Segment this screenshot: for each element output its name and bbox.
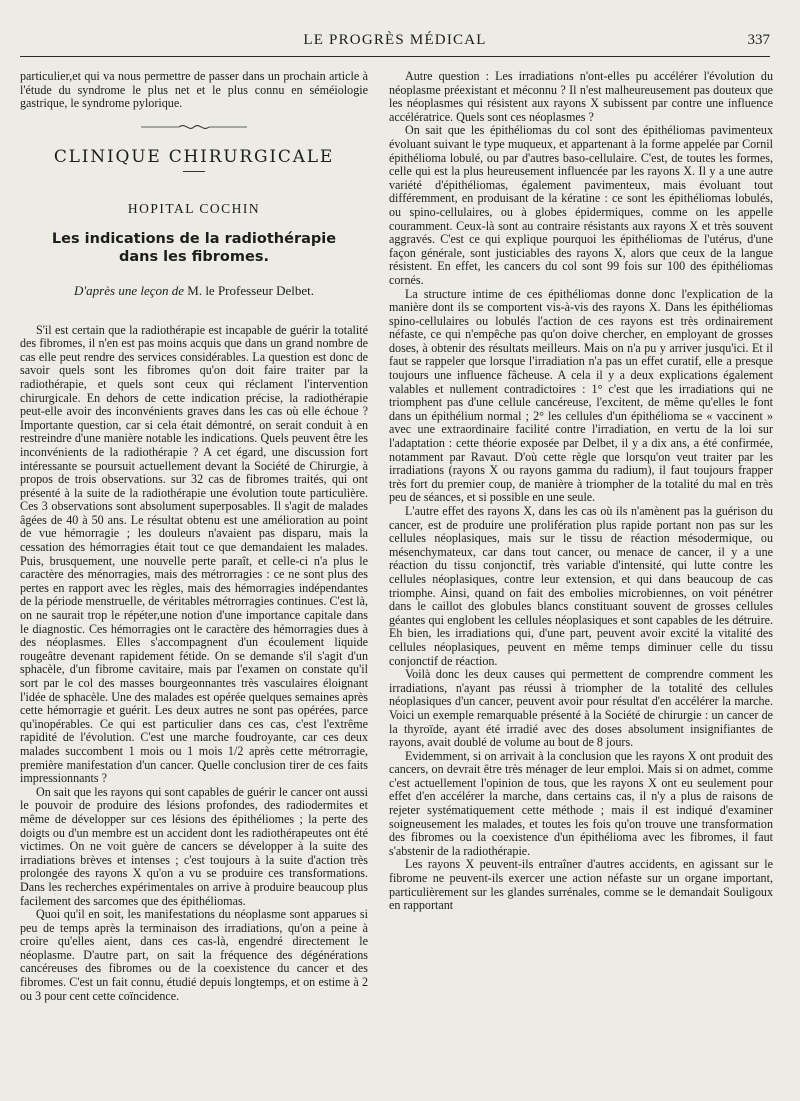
left-column: [20, 70, 368, 1091]
article-title-line-1: Les indications de la radiothérapie: [51, 230, 337, 247]
body-paragraph: On sait que les épithéliomas du col sont des épithéliomas pavimenteux évoluant suivant le type muqueux, et appartenant à la forme appelée par Cornil épithélioma lobulé, ou par d'autres baso-cellulaire. C'est, de toutes les formes, celle qui est la plus heureusement influencée par les rayons X. Il y a une autre variété d'épithéliomas, également pavimenteux, mais évoluant tout différemment, en produisant de la kératine : ce sont les épithéliomas lobulés, ou spino-cellulaires, ou à globes épidermiques, comme on les appelle couramment. Ceux-là sont au contraire résistants aux rayons X et très souvent aggravés. C'est ce qui explique pourquoi les épithéliomas de l'utérus, d'une façon générale, sont justiciables des rayons X, alors que ceux de la langue résistent. En effet, les cancers du col sont 99 fois sur 100 des épithéliomas cornés.: [389, 123, 773, 287]
article-title-line-2: dans les fibromes.: [119, 248, 269, 265]
body-paragraph: Autre question : Les irradiations n'ont-elles pu accélérer l'évolution du néoplasme préexistant et méconnu ? Il n'est malheureusement pas douteux que les néoplasmes qui résistent aux rayons X subissent par contre une influence accélératrice. Quels sont ces néoplasmes ?: [389, 70, 773, 124]
byline: [20, 284, 368, 298]
right-column: [389, 70, 773, 1091]
article-title: [20, 230, 368, 266]
title-rule: [183, 171, 205, 172]
journal-title: LE PROGRÈS MÉDICAL: [303, 32, 487, 48]
ornament-divider-icon: [139, 121, 249, 133]
byline-lecture: D'après une leçon de: [74, 282, 185, 298]
section-title: CLINIQUE CHIRURGICALE: [53, 146, 335, 167]
intro-paragraph: particulier,et qui va nous permettre de passer dans un prochain article à l'étude du syndrome le plus net et le plus connu en séméiologie gastrique, le syndrome pylorique.: [20, 70, 368, 111]
body-paragraph: Quoi qu'il en soit, les manifestations du néoplasme sont apparues si peu de temps après la terminaison des irradiations, qu'on a peine à croire qu'elles aient, dans ces cas-là, engendré directement le néoplasme. D'autre part, on sait la fréquence des dégénérations cancéreuses des fibromes ou de la coexistence du cancer et des fibromes. C'est un fait connu, étudié depuis longtemps, et on estime à 2 ou 3 pour cent cette coïncidence.: [20, 907, 368, 1003]
hospital-name: HOPITAL COCHIN: [127, 201, 261, 217]
body-paragraph: Voilà donc les deux causes qui permettent de comprendre comment les irradiations, n'ayant pas réussi à triompher de la totalité des cellules néoplasiques d'un cancer, peuvent avoir pour résultat d'en accélérer la marche. Voici un exemple remarquable présenté à la Société de chirurgie : un cancer de la thyroïde, ayant été irradié avec des doses absolument insignifiantes de rayons, avait doublé de volume au bout de 8 jours.: [389, 667, 773, 750]
page-number: 337: [747, 32, 770, 48]
body-paragraph: La structure intime de ces épithéliomas donne donc l'explication de la manière dont ils se comportent vis-à-vis des rayons X. Dans les épithéliomas spino-cellulaires ou lobulés l'action de ces rayons est très ordinairement néfaste, ce qui n'empêche pas qu'on doive chercher, en employant de grosses doses, à obtenir des résultats meilleurs. Mais on n'a pu y arriver jusqu'ici. Et il faut se rappeler que lorsque l'irradiation n'a pas un effet curatif, elle a presque toujours une influence fâcheuse. A cela il y a deux explications également valables et nullement contradictoires : 1° c'est que les irradiations qui ne triomphent pas d'une cellule cancéreuse, l'excitent, de même qu'elles le font dans un épithélium normal ; 2° les cellules d'un épithélioma se « vaccinent » avec une extraordinaire facilité contre l'irradiation, en vertu de la loi sur l'adaptation : cette théorie exposée par Delbet, il y a dix ans, a été confirmée, notamment par Ravaut. D'où cette règle que lorsqu'on veut traiter par les irradiations (rayons X ou rayons gamma du radium), il faut toujours frapper très fort du premier coup, de manière à triompher de la totalité du mal en très peu de séances, et si possible en une seule.: [389, 286, 773, 505]
body-paragraph: Les rayons X peuvent-ils entraîner d'autres accidents, en agissant sur le fibrome ne peuvent-ils exercer une action néfaste sur un organe important, particulièrement sur les glandes surrénales, comme se le demandait Souligoux en rapportant: [389, 857, 773, 913]
byline-author: M. le Professeur Delbet.: [187, 282, 314, 298]
body-paragraph: On sait que les rayons qui sont capables de guérir le cancer ont aussi le pouvoir de produire des lésions profondes, des radiodermites et même de développer sur ces lésions des épithéliomes ; la perte des doigts ou d'un membre est un accident dont les radiothérapeutes ont été victimes. On ne voit guère de cancers se développer à la suite des irradiations brèves et intenses ; c'est toujours à la suite d'action très prolongée des rayons X qu'on a vu se produire ces transformations. Dans les recherches expérimentales on arrive à produire beaucoup plus facilement des sarcomes que des épithéliomas.: [20, 784, 368, 908]
body-paragraph: L'autre effet des rayons X, dans les cas où ils n'amènent pas la guérison du cancer, est de produire une prolifération plus rapide portant non pas sur les cellules néoplasiques, mais sur le tissu de réaction mésodermique, ou mésenchymateux, car dans tout cancer, ou menace de cancer, il y a une réaction du tissu conjonctif, très variable d'intensité, qui lutte contre les cellules néoplasiques, contre leur extension, et qui dans beaucoup de cas triomphe. Ainsi, quand on fait des embolies microbiennes, on voit pénétrer dans le caillot des globules blancs constituant souvent de grosses cellules géantes qui englobent les cellules néoplasiques et sont capables de les détruire. Eh bien, les irradiations qui, d'une part, peuvent avoir excité la vitalité des cellules néoplasiques, peuvent en même temps diminuer celle du tissu conjonctif de réaction.: [389, 504, 773, 668]
body-paragraph: S'il est certain que la radiothérapie est incapable de guérir la totalité des fibromes, il n'en est pas moins acquis que dans un grand nombre de cas elle peut rendre des services considérables. La question est donc de savoir quels sont les fibromes qu'on doit faire traiter par la radiothérapie, et quels sont ceux qui réclament l'intervention chirurgicale. En dehors de cette indication précise, la radiothérapie peut-elle avoir des inconvénients graves dans les cas où elle échoue ? Importante question, car si cela était démontré, on serait conduit à en restreindre d'une manière notable les indications. Quels peuvent être les inconvénients de la radiothérapie ? A cet égard, une discussion fort intéressante se poursuit actuellement devant la Société de Chirurgie, à propos de trois observations. sur 32 cas de fibromes traités, qui ont présenté à la suite de la radiothérapie une évolution toute particulière. Ces 3 observations sont absolument superposables. Il s'agit de malades âgées de 40 à 50 ans. Le résultat obtenu est une amélioration au point de vue hémorragie ; les douleurs n'avaient pas disparu, mais la cessation des hémorragies était tout ce que demandaient les malades. Puis, brusquement, une nouvelle perte paraît, et celle-ci n'a plus le caractère des ménorragies, mais des métrorragies : ce ne sont plus des pertes en rapport avec les règles, mais des hémorragies indépendantes de la période menstruelle, de véritables métrorragies continues. C'est là, on ne saurait trop le répéter,une notion d'une importance capitale dans le diagnostic. Ces hémorragies ont le caractère des hémorragies dues à des néoplasmes. Elles s'accompagnent d'un écoulement liquide rougeâtre devenant rapidement fétide. On se demande s'il s'agit d'un sphacèle, d'un fibrome cavitaire, mais par l'examen on constate qu'il sort par le col des masses bourgeonnantes très vasculaires éloignant l'idée de sphacèle. Une des malades est opérée quelques semaines après cette hémorragie et guérit. Les deux autres ne sont pas opérées, parce qu'inopérables. Ce qui est particulier dans ces cas, c'est l'extrême rapidité de l'évolution. C'est une marche foudroyante, car ces deux malades succombent 1 mois ou 1 mois 1/2 après cette métrorragie, première manifestation d'un cancer. Quelle conclusion tirer de ces faits impressionnants ?: [20, 322, 368, 786]
running-header: [20, 30, 770, 57]
body-paragraph: Evidemment, si on arrivait à la conclusion que les rayons X ont produit des cancers, on devrait être très ménager de leur emploi. Mais si on admet, comme c'est actuellement l'opinion de tous, que les rayons X ont eu seulement pour effet d'en accélérer la marche, dans certains cas, il n'y a plus de raisons de rejeter systématiquement cette méthode ; mais il est indiqué d'examiner soigneusement les malades, et toutes les fois qu'on trouve une transformation des fibromes ou la coexistence d'un épithélioma avec les fibromes, il faut s'abstenir de la radiothérapie.: [389, 748, 773, 858]
